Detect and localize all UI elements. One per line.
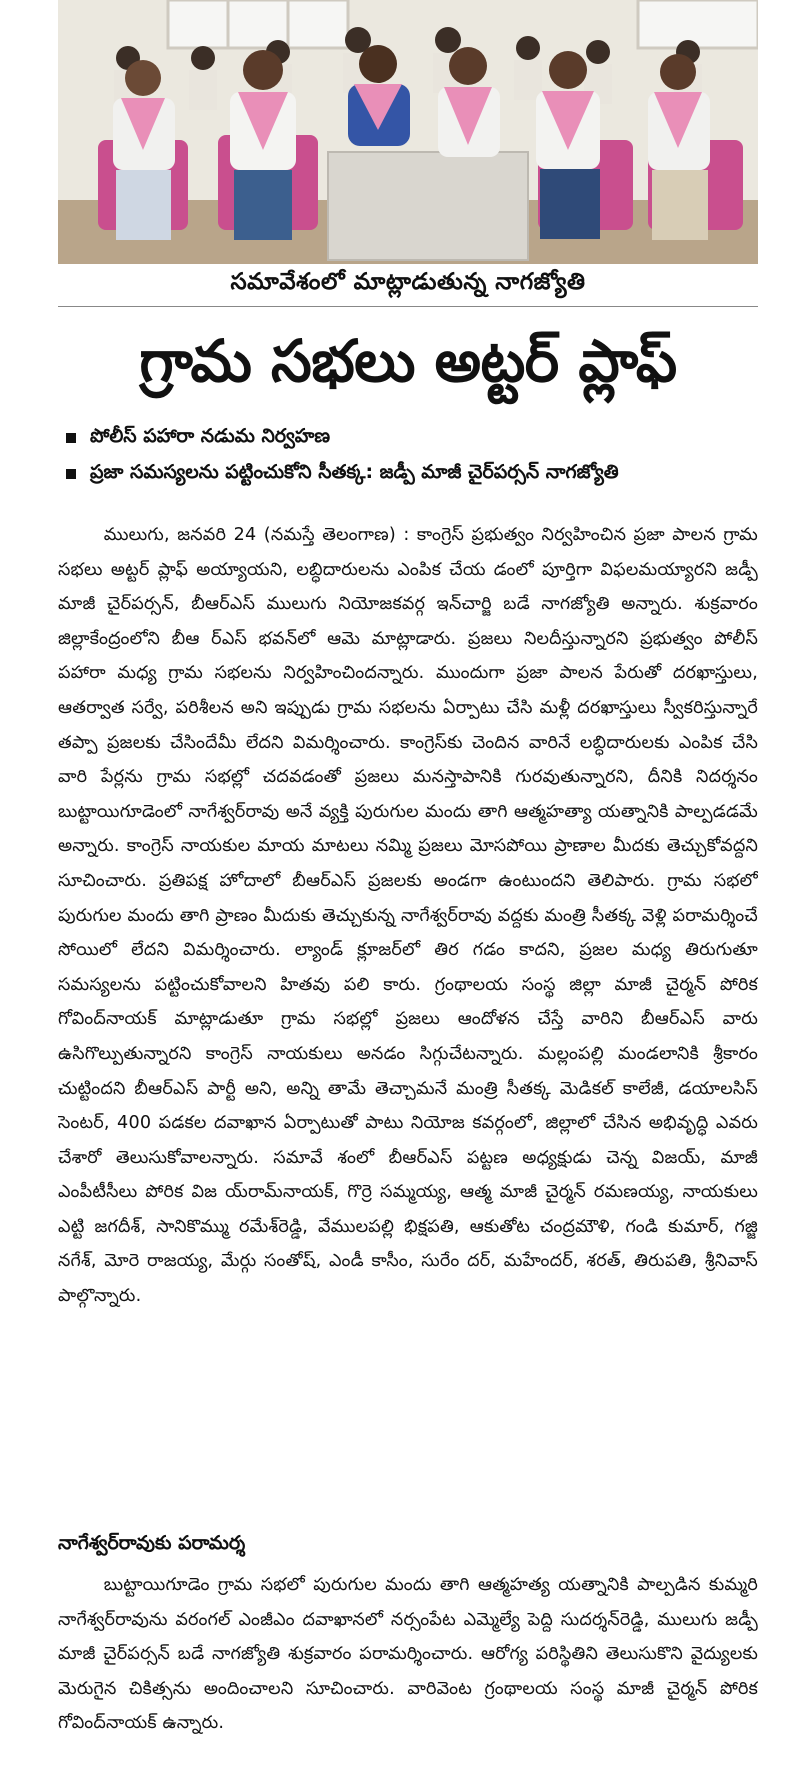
highlights-list <box>58 420 758 492</box>
highlight-text: ప్రజా సమస్యలను పట్టించుకోని సీతక్క: జడ్పీ మాజీ చైర్‌పర్సన్ నాగజ్యోతి <box>90 460 619 483</box>
news-photo <box>58 0 758 264</box>
group-photo-icon <box>58 0 758 264</box>
bullet-square-icon <box>66 433 76 443</box>
headline: గ్రామ సభలు అట్టర్ ప్లాఫ్ <box>139 327 677 395</box>
article-subheading: నాగేశ్వర్‌రావుకు పరామర్శ <box>58 1531 246 1554</box>
highlight-item <box>58 456 758 492</box>
caption-divider <box>58 306 758 307</box>
bullet-square-icon <box>66 469 76 479</box>
article-body-second: బుట్టాయిగూడెం గ్రామ సభలో పురుగుల మందు తాగి ఆత్మహత్య యత్నానికి పాల్పడిన కుమ్మరి నాగేశ్వర్‌రావును వరంగల్ ఎంజీఎం దవాఖానలో నర్సంపేట ఎమ్మెల్యే పెద్ది సుదర్శన్‌రెడ్డి, ములుగు జడ్పీ మాజీ చైర్‌పర్సన్ బడే నాగజ్యోతి శుక్రవారం పరామర్శించారు. ఆరోగ్య పరిస్థితిని తెలుసుకొని వైద్యులకు మెరుగైన చికిత్సను అందించాలని సూచించారు. వారివెంట గ్రంథాలయ సంస్థ మాజీ చైర్మన్ పోరిక గోవింద్‌నాయక్ ఉన్నారు. <box>58 1575 758 1734</box>
highlight-text: పోలీస్ పహారా నడుమ నిర్వహణ <box>90 424 331 447</box>
photo-caption: సమావేశంలో మాట్లాడుతున్న నాగజ్యోతి <box>230 269 586 295</box>
news-clipping <box>58 0 758 1786</box>
highlight-item <box>58 420 758 456</box>
article-body: ములుగు, జనవరి 24 (నమస్తే తెలంగాణ) : కాంగ్రెస్ ప్రభుత్వం నిర్వహించిన ప్రజా పాలన గ్రామ సభలు అట్టర్ ప్లాఫ్ అయ్యాయని, లబ్ధిదారులను ఎంపిక చేయ డంలో పూర్తిగా విఫలమయ్యారని జడ్పీ మాజీ చైర్‌పర్సన్, బీఆర్‌ఎస్ ములుగు నియోజకవర్గ ఇన్‌చార్జి బడే నాగజ్యోతి అన్నారు. శుక్రవారం జిల్లాకేంద్రంలోని బీఆ ర్‌ఎస్ భవన్‌లో ఆమె మాట్లాడారు. ప్రజలు నిలదీస్తున్నారని ప్రభుత్వం పోలీస్ పహారా మధ్య గ్రామ సభలను నిర్వహించిందన్నారు. ముందుగా ప్రజా పాలన పేరుతో దరఖాస్తులు, ఆతర్వాత సర్వే, పరిశీలన అని ఇప్పుడు గ్రామ సభలను ఏర్పాటు చేసి మళ్లీ దరఖాస్తులు స్వీకరిస్తున్నారే తప్పా ప్రజలకు చేసిందేమీ లేదని విమర్శించారు. కాంగ్రెస్‌కు చెందిన వారినే లబ్ధిదారులకు ఎంపిక చేసి వారి పేర్లను గ్రామ సభల్లో చదవడంతో ప్రజలు మనస్తాపానికి గురవుతున్నారని, దీనికి నిదర్శనం బుట్టాయిగూడెంలో నాగేశ్వర్‌రావు అనే వ్యక్తి పురుగుల మందు తాగి ఆత్మహత్యా యత్నానికి పాల్పడడమే అన్నారు. కాంగ్రెస్ నాయకుల మాయ మాటలు నమ్మి ప్రజలు మోసపోయి ప్రాణాల మీదకు తెచ్చుకోవద్దని సూచించారు. ప్రతిపక్ష హోదాలో బీఆర్‌ఎస్ ప్రజలకు అండగా ఉంటుందని తెలిపారు. గ్రామ సభలో పురుగుల మందు తాగి ప్రాణం మీదుకు తెచ్చుకున్న నాగేశ్వర్‌రావు వద్దకు మంత్రి సీతక్క వెళ్లి పరామర్శించే సోయిలో లేదని విమర్శించారు. ల్యాండ్ క్లూజర్‌లో తిర గడం కాదని, ప్రజల మధ్య తిరుగుతూ సమస్యలను పట్టించుకోవాలని హితవు పలి కారు. గ్రంథాలయ సంస్థ జిల్లా మాజీ చైర్మన్ పోరిక గోవింద్‌నాయక్ మాట్లాడుతూ గ్రామ సభల్లో ప్రజలు ఆందోళన చేస్తే వారిని బీఆర్‌ఎస్ వారు ఉసిగొల్పుతున్నారని కాంగ్రెస్ నాయకులు అనడం సిగ్గుచేటన్నారు. మల్లంపల్లి మండలానికి శ్రీకారం చుట్టిందని బీఆర్‌ఎస్ పార్టీ అని, అన్ని తామే తెచ్చామనే మంత్రి సీతక్క మెడికల్ కాలేజీ, డయాలసిస్ సెంటర్, 400 పడకల దవాఖాన ఏర్పాటుతో పాటు నియోజ కవర్గంలో, జిల్లాలో చేసిన అభివృద్ధి ఎవరు చేశారో తెలుసుకోవాలన్నారు. సమావే శంలో బీఆర్‌ఎస్ పట్టణ అధ్యక్షుడు చెన్న విజయ్, మాజీ ఎంపీటీసీలు పోరిక విజ య్‌రామ్‌నాయక్, గొర్రె సమ్మయ్య, ఆత్మ మాజీ చైర్మన్ రమణయ్య, నాయకులు ఎట్టి జగదీశ్, సానికొమ్ము రమేశ్‌రెడ్డి, వేములపల్లి భిక్షపతి, ఆకుతోట చంద్రమౌళి, గండి కుమార్, గజ్జి నగేశ్, మోరె రాజయ్య, మేర్గు సంతోష్, ఎండీ కాసీం, సురేం దర్, మహేందర్, శరత్, తిరుపతి, శ్రీనివాస్ పాల్గొన్నారు. <box>58 525 758 1307</box>
